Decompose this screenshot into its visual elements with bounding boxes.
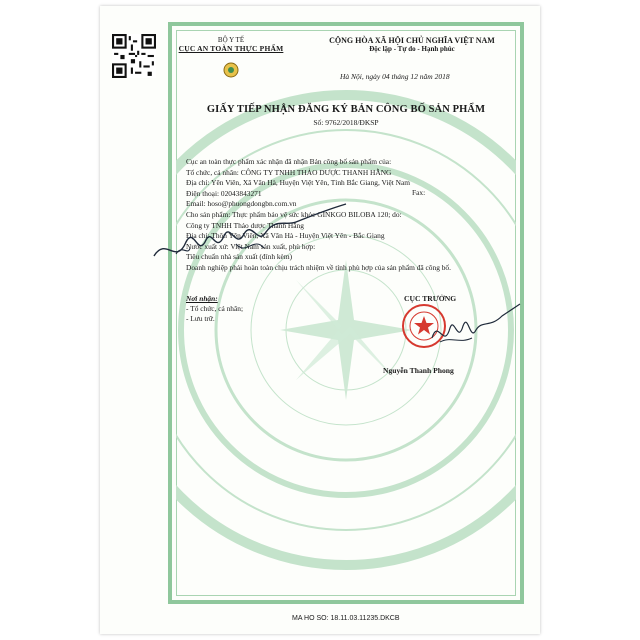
body-line: Công ty TNHH Thảo dược Thanh Hằng bbox=[186, 220, 304, 230]
qr-code bbox=[112, 34, 156, 78]
body-line: Tổ chức, cá nhân: CÔNG TY TNHH THẢO DƯỢC THANH HẰNG bbox=[186, 167, 392, 177]
department-name: CỤC AN TOÀN THỰC PHẨM bbox=[178, 44, 284, 53]
body-line: Địa chỉ: Yên Viên, Xã Vân Hà, Huyện Việt Yên, Tỉnh Bắc Giang, Việt Nam bbox=[186, 178, 411, 188]
body-line: Tiêu chuẩn nhà sản xuất (đính kèm) bbox=[186, 252, 293, 262]
document-title: GIẤY TIẾP NHẬN ĐĂNG KÝ BẢN CÔNG BỐ SẢN PHẨM bbox=[206, 104, 486, 115]
national-header bbox=[300, 36, 524, 53]
issue-date: Hà Nội, ngày 04 tháng 12 năm 2018 bbox=[340, 72, 450, 81]
body-line: Điện thoại: 02043843271 bbox=[186, 188, 262, 198]
ministry-name: BỘ Y TẾ bbox=[217, 36, 245, 44]
document-number: Số: 9762/2018/ĐKSP bbox=[313, 118, 379, 127]
body-line: Nước xuất xứ: Việt Nam sản xuất, phù hợp: bbox=[186, 241, 316, 251]
handwritten-signature-scribble bbox=[146, 196, 356, 306]
national-motto: Độc lập - Tự do - Hạnh phúc bbox=[369, 45, 455, 53]
signer-name: Nguyễn Thanh Phong bbox=[383, 366, 454, 375]
body-line: Doanh nghiệp phải hoàn toàn chịu trách nhiệm về tính phù hợp của sản phẩm đã công bố. bbox=[186, 262, 451, 272]
recipient-item: - Tổ chức, cá nhân; bbox=[186, 304, 244, 313]
body-line: Địa chỉ: Thôn Yên Viên, Xã Vân Hà - Huyện Việt Yên - Bắc Giang bbox=[186, 231, 385, 241]
recipient-item: - Lưu trữ. bbox=[186, 314, 215, 323]
body-line: Cho sản phẩm: Thực phẩm bảo vệ sức khỏe GINKGO BILOBA 120; do: bbox=[186, 209, 402, 219]
body-line: Cục an toàn thực phẩm xác nhận đã nhận Bản công bố sản phẩm của: bbox=[186, 157, 392, 166]
dossier-code: MA HO SO: 18.11.03.11235.DKCB bbox=[292, 615, 400, 622]
fax-label: Fax: bbox=[412, 188, 426, 197]
body-line: Email: hoso@phuongdongbn.com.vn bbox=[186, 199, 297, 209]
director-signature bbox=[430, 298, 525, 358]
director-title: CỤC TRƯỞNG bbox=[404, 294, 457, 303]
national-title: CỘNG HÒA XÃ HỘI CHỦ NGHĨA VIỆT NAM bbox=[329, 36, 495, 45]
recipients-heading: Nơi nhận: bbox=[186, 294, 218, 303]
vfa-logo bbox=[223, 62, 239, 78]
issuing-authority bbox=[168, 36, 294, 53]
